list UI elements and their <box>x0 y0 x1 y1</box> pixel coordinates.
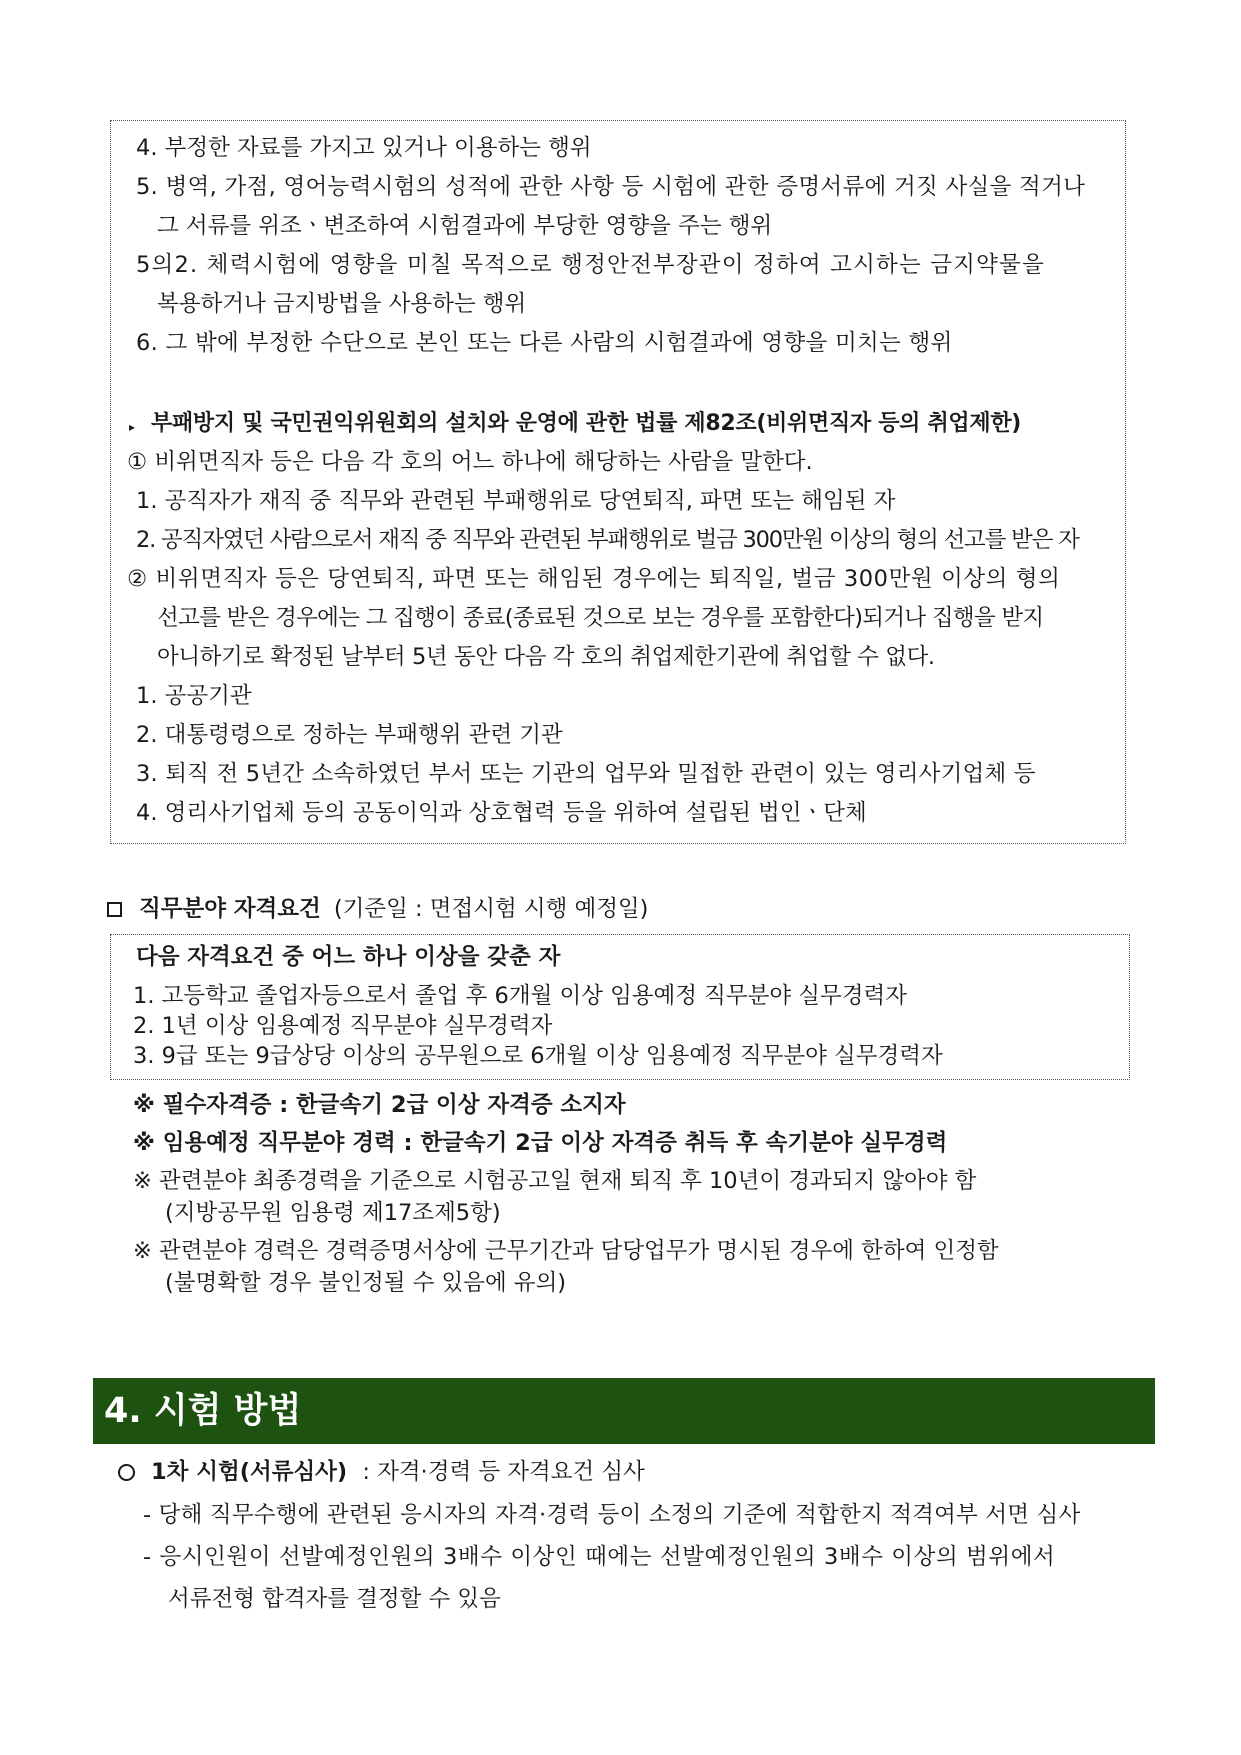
law-title: 부패방지 및 국민권익위원회의 설치와 운영에 관한 법률 제82조(비위면직자 등의 취업제한) <box>151 411 1022 436</box>
exam-bullet-continued: 서류전형 합격자를 결정할 수 있음 <box>168 1586 501 1612</box>
box1-line: 5. 병역, 가점, 영어능력시험의 성적에 관한 사항 등 시험에 관한 증명서류에 거짓 사실을 적거나 <box>136 174 1086 200</box>
box1-line: 그 서류를 위조ㆍ변조하여 시험결과에 부당한 영향을 주는 행위 <box>157 213 773 239</box>
note-recent-career: ※ 관련분야 최종경력을 기준으로 시험공고일 현재 퇴직 후 10년이 경과되지 않아야 함 <box>133 1168 977 1194</box>
law-line: 1. 공직자가 재직 중 직무와 관련된 부패행위로 당연퇴직, 파면 또는 해임된 자 <box>136 488 896 514</box>
qualification-item: 2. 1년 이상 임용예정 직무분야 실무경력자 <box>133 1013 553 1039</box>
qualification-heading-line <box>139 894 648 924</box>
law-line: ① 비위면직자 등은 다음 각 호의 어느 하나에 해당하는 사람을 말한다. <box>127 449 813 475</box>
triangle-bullet-icon: ▸ <box>129 420 136 434</box>
circle-bullet-icon <box>118 1464 135 1481</box>
first-exam-label: 1차 시험(서류심사) <box>151 1459 348 1485</box>
qualification-box-title: 다음 자격요건 중 어느 하나 이상을 갖춘 자 <box>136 944 561 970</box>
first-exam-line <box>151 1457 645 1487</box>
exam-bullet: - 응시인원이 선발예정인원의 3배수 이상인 때에는 선발예정인원의 3배수 이상의 범위에서 <box>143 1544 1056 1570</box>
box1-line: 4. 부정한 자료를 가지고 있거나 이용하는 행위 <box>136 135 592 161</box>
square-bullet-icon <box>107 902 122 917</box>
qualification-heading: 직무분야 자격요건 <box>139 896 321 922</box>
note-career: ※ 임용예정 직무분야 경력 : 한글속기 2급 이상 자격증 취득 후 속기분야 실무경력 <box>133 1130 948 1156</box>
law-line: 2. 공직자였던 사람으로서 재직 중 직무와 관련된 부패행위로 벌금 300만원 이상의 형의 선고를 받은 자 <box>136 527 1079 553</box>
exam-bullet: - 당해 직무수행에 관련된 응시자의 자격·경력 등이 소정의 기준에 적합한지 적격여부 서면 심사 <box>143 1502 1081 1528</box>
law-line: 2. 대통령령으로 정하는 부패행위 관련 기관 <box>136 722 563 748</box>
section-4-banner: 4. 시험 방법 <box>93 1378 1155 1444</box>
law-line: 3. 퇴직 전 5년간 소속하였던 부서 또는 기관의 업무와 밀접한 관련이 있는 영리사기업체 등 <box>136 761 1036 787</box>
qualification-heading-note: (기준일 : 면접시험 시행 예정일) <box>333 896 649 922</box>
note-required-license: ※ 필수자격증 : 한글속기 2급 이상 자격증 소지자 <box>133 1092 626 1118</box>
law-line: 아니하기로 확정된 날부터 5년 동안 다음 각 호의 취업제한기관에 취업할 수 없다. <box>157 644 935 670</box>
qualification-item: 3. 9급 또는 9급상당 이상의 공무원으로 6개월 이상 임용예정 직무분야 실무경력자 <box>133 1043 943 1069</box>
box1-line: 5의2. 체력시험에 영향을 미칠 목적으로 행정안전부장관이 정하여 고시하는 금지약물을 <box>136 252 1045 278</box>
law-line: 1. 공공기관 <box>136 683 252 709</box>
law-line: 선고를 받은 경우에는 그 집행이 종료(종료된 것으로 보는 경우를 포함한다)되거나 집행을 받지 <box>157 605 1044 631</box>
first-exam-desc: : 자격·경력 등 자격요건 심사 <box>362 1459 645 1485</box>
law-line: 4. 영리사기업체 등의 공동이익과 상호협력 등을 위하여 설립된 법인ㆍ단체 <box>136 800 867 826</box>
note-career-proof-caution: (불명확할 경우 불인정될 수 있음에 유의) <box>165 1270 567 1296</box>
note-recent-career-ref: (지방공무원 임용령 제17조제5항) <box>165 1200 501 1226</box>
qualification-item: 1. 고등학교 졸업자등으로서 졸업 후 6개월 이상 임용예정 직무분야 실무경력자 <box>133 983 907 1009</box>
box1-line: 복용하거나 금지방법을 사용하는 행위 <box>157 291 527 317</box>
box1-line: 6. 그 밖에 부정한 수단으로 본인 또는 다른 사람의 시험결과에 영향을 미치는 행위 <box>136 330 953 356</box>
law-line: ② 비위면직자 등은 당연퇴직, 파면 또는 해임된 경우에는 퇴직일, 벌금 300만원 이상의 형의 <box>127 566 1061 592</box>
note-career-proof: ※ 관련분야 경력은 경력증명서상에 근무기간과 담당업무가 명시된 경우에 한하여 인정함 <box>133 1238 999 1264</box>
